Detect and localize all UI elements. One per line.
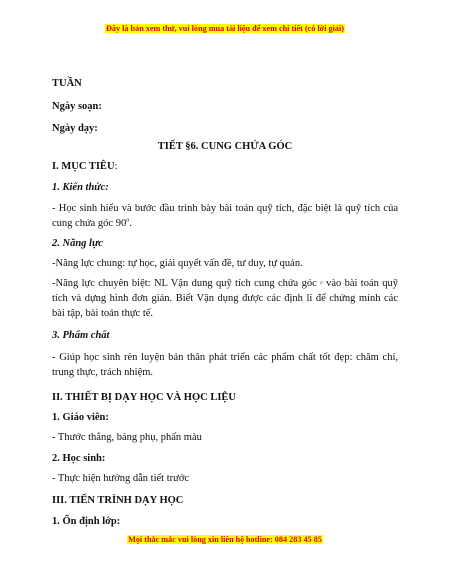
knowledge-text (52, 201, 398, 231)
ability-heading: 2. Năng lực (52, 238, 103, 249)
student-heading: 2. Học sinh: (52, 453, 106, 464)
week-label: TUẦN (52, 78, 82, 89)
quality-text: - Giúp học sinh rèn luyện bản thân phát triển các phẩm chất tốt đẹp: chăm chỉ, trung thực, trách nhiệm. (52, 352, 398, 378)
quality-heading: 3. Phẩm chất (52, 330, 110, 341)
preview-notice-text: Đây là bản xem thử, vui lòng mua tài liệu để xem chi tiết (có lời giải) (105, 24, 344, 33)
teacher-heading: 1. Giáo viên: (52, 412, 109, 423)
lesson-title: TIẾT §6. CUNG CHỨA GÓC (157, 141, 293, 152)
degree-sup: o (126, 217, 130, 224)
section-objectives-title: I. MỤC TIÊU (52, 161, 115, 172)
ability-special-part2: vào bài toán quỹ tích và dựng hình đơn giản. Biết Vận dụng được các định lí để chứng minh các bài tập, bài toán thực tế. (52, 278, 398, 319)
hotline-text: Mọi thắc mắc vui lòng xin liên hệ hotline: 084 283 45 85 (128, 535, 322, 544)
preview-notice-banner (0, 24, 450, 33)
section-process-heading: III. TIẾN TRÌNH DẠY HỌC (52, 495, 184, 506)
section-equipment-heading: II. THIẾT BỊ DẠY HỌC VÀ HỌC LIỆU (52, 392, 236, 403)
knowledge-heading: 1. Kiến thức: (52, 182, 109, 193)
ability-special-text (52, 276, 398, 321)
knowledge-text-main: - Học sinh hiểu và bước đầu trình bày bài toán quỹ tích, đặc biệt là quỹ tích của cung chứa góc 90 (52, 203, 398, 229)
teacher-text: - Thước thẳng, bảng phụ, phấn màu (52, 432, 202, 443)
hotline-banner (0, 535, 450, 544)
ability-special-part1: -Năng lực chuyên biệt: NL Vận dung quỹ tích cung chứa góc (52, 278, 321, 289)
teach-date-label: Ngày dạy: (52, 123, 98, 134)
stabilize-class-heading: 1. Ổn định lớp: (52, 516, 121, 527)
section-objectives-heading (52, 159, 398, 174)
student-text: - Thực hiện hướng dẫn tiết trước (52, 473, 190, 484)
alpha-symbol: α (320, 281, 323, 286)
knowledge-text-end: . (129, 218, 132, 229)
section-objectives-colon: : (114, 161, 118, 172)
prep-date-label: Ngày soạn: (52, 101, 102, 112)
ability-general-text: -Năng lực chung: tự học, giải quyết vấn đề, tư duy, tự quản. (52, 258, 303, 269)
